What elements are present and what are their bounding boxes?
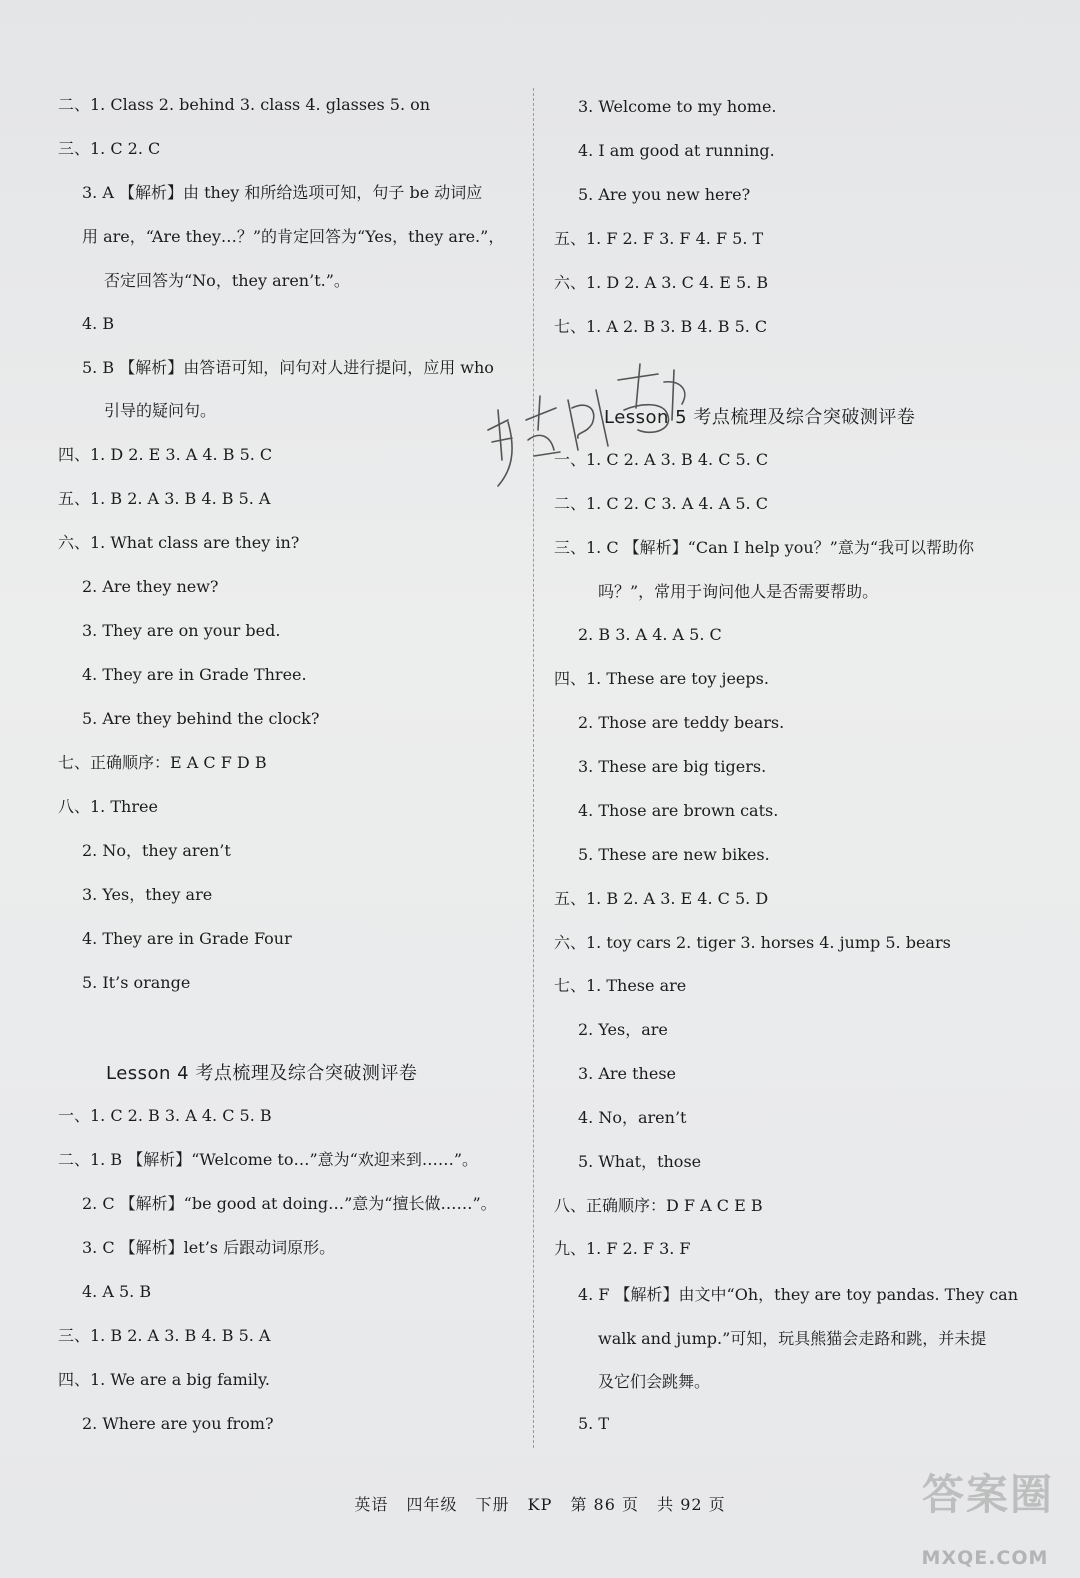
footer-total-pages: 共 92 页 <box>657 1495 726 1514</box>
answer-line: 五、1. B 2. A 3. E 4. C 5. D <box>554 889 769 908</box>
answer-line: 五、1. B 2. A 3. B 4. B 5. A <box>58 489 271 508</box>
answer-line: 二、1. Class 2. behind 3. class 4. glasses 5. on <box>58 95 431 114</box>
answer-line: 吗？”，常用于询问他人是否需要帮助。 <box>598 582 879 601</box>
answer-line: 3. Yes，they are <box>82 885 213 904</box>
answer-line: 四、1. We are a big family. <box>58 1370 270 1389</box>
answer-line: walk and jump.”可知，玩具熊猫会走路和跳，并未提 <box>598 1329 987 1348</box>
answer-line: 5. T <box>578 1414 610 1433</box>
answer-line: 二、1. B 【解析】“Welcome to…”意为“欢迎来到……”。 <box>58 1150 479 1169</box>
answer-line: 2. B 3. A 4. A 5. C <box>578 625 722 644</box>
answer-line: 4. B <box>82 314 115 333</box>
answer-line: 5. It’s orange <box>82 973 191 992</box>
answer-line: 八、正确顺序：D F A C E B <box>554 1196 763 1215</box>
answer-line: 5. Are you new here? <box>578 185 751 204</box>
answer-line: 三、1. C 【解析】“Can I help you？”意为“我可以帮助你 <box>554 538 974 557</box>
answer-line: 七、1. These are <box>554 976 687 995</box>
answer-line: 2. Are they new? <box>82 577 219 596</box>
answer-line: 3. They are on your bed. <box>82 621 281 640</box>
answer-line: 九、1. F 2. F 3. F <box>554 1239 691 1258</box>
answer-line: 5. Are they behind the clock? <box>82 709 320 728</box>
footer-edition: KP <box>527 1495 553 1514</box>
answer-line: 5. B 【解析】由答语可知，问句对人进行提问，应用 who <box>82 358 494 377</box>
column-divider <box>533 88 534 1448</box>
answer-line: 2. Where are you from? <box>82 1414 274 1433</box>
footer-grade: 四年级 <box>406 1495 458 1514</box>
answer-line: 4. F 【解析】由文中“Oh，they are toy pandas. They can <box>578 1285 1019 1304</box>
answer-line: 4. I am good at running. <box>578 141 775 160</box>
answer-line: 3. C 【解析】let’s 后跟动词原形。 <box>82 1238 336 1257</box>
answer-line: 3. Welcome to my home. <box>578 97 777 116</box>
answer-line: 八、1. Three <box>58 797 158 816</box>
answer-line: 2. Yes，are <box>578 1020 668 1039</box>
answer-line: 3. These are big tigers. <box>578 757 767 776</box>
answer-line: 六、1. toy cars 2. tiger 3. horses 4. jump 5. bears <box>554 933 951 952</box>
answer-line: 引导的疑问句。 <box>104 401 217 420</box>
answer-line: 4. They are in Grade Four <box>82 929 292 948</box>
answer-line: 5. These are new bikes. <box>578 845 770 864</box>
watermark-logo-text: 答案圈 <box>921 1470 1054 1519</box>
answer-line: 3. A 【解析】由 they 和所给选项可知，句子 be 动词应 <box>82 183 483 202</box>
footer-volume: 下册 <box>475 1495 510 1514</box>
answer-line: 七、1. A 2. B 3. B 4. B 5. C <box>554 317 768 336</box>
answer-line: 用 are，“Are they…？”的肯定回答为“Yes，they are.”， <box>82 227 505 246</box>
footer-subject: 英语 <box>354 1495 389 1514</box>
footer-page-number: 第 86 页 <box>570 1495 640 1514</box>
answer-line: 四、1. D 2. E 3. A 4. B 5. C <box>58 445 273 464</box>
watermark-logo <box>895 1458 1075 1573</box>
answer-line: 五、1. F 2. F 3. F 4. F 5. T <box>554 229 764 248</box>
answer-line: 六、1. D 2. A 3. C 4. E 5. B <box>554 273 769 292</box>
answer-line: 2. No，they aren’t <box>82 841 231 860</box>
lesson-4-title: Lesson 4 考点梳理及综合突破测评卷 <box>106 1063 418 1084</box>
answer-line: 三、1. C 2. C <box>58 139 161 158</box>
answer-line: 四、1. These are toy jeeps. <box>554 669 769 688</box>
lesson-5-title: Lesson 5 考点梳理及综合突破测评卷 <box>604 407 916 428</box>
answer-line: 三、1. B 2. A 3. B 4. B 5. A <box>58 1326 271 1345</box>
answer-line: 2. C 【解析】“be good at doing…”意为“擅长做……”。 <box>82 1194 497 1213</box>
watermark-url: MXQE.COM <box>921 1547 1049 1569</box>
answer-line: 七、正确顺序：E A C F D B <box>58 753 267 772</box>
handwritten-scribble <box>468 360 698 500</box>
answer-line: 一、1. C 2. A 3. B 4. C 5. C <box>554 450 769 469</box>
answer-line: 3. Are these <box>578 1064 676 1083</box>
answer-line: 二、1. C 2. C 3. A 4. A 5. C <box>554 494 768 513</box>
answer-line: 4. They are in Grade Three. <box>82 665 307 684</box>
answer-line: 一、1. C 2. B 3. A 4. C 5. B <box>58 1106 272 1125</box>
answer-line: 4. No，aren’t <box>578 1108 687 1127</box>
answer-line: 2. Those are teddy bears. <box>578 713 785 732</box>
answer-line: 及它们会跳舞。 <box>598 1372 711 1391</box>
answer-line: 否定回答为“No，they aren’t.”。 <box>104 271 350 290</box>
answer-line: 4. A 5. B <box>82 1282 152 1301</box>
answer-line: 5. What，those <box>578 1152 702 1171</box>
answer-line: 4. Those are brown cats. <box>578 801 779 820</box>
answer-line: 六、1. What class are they in? <box>58 533 300 552</box>
